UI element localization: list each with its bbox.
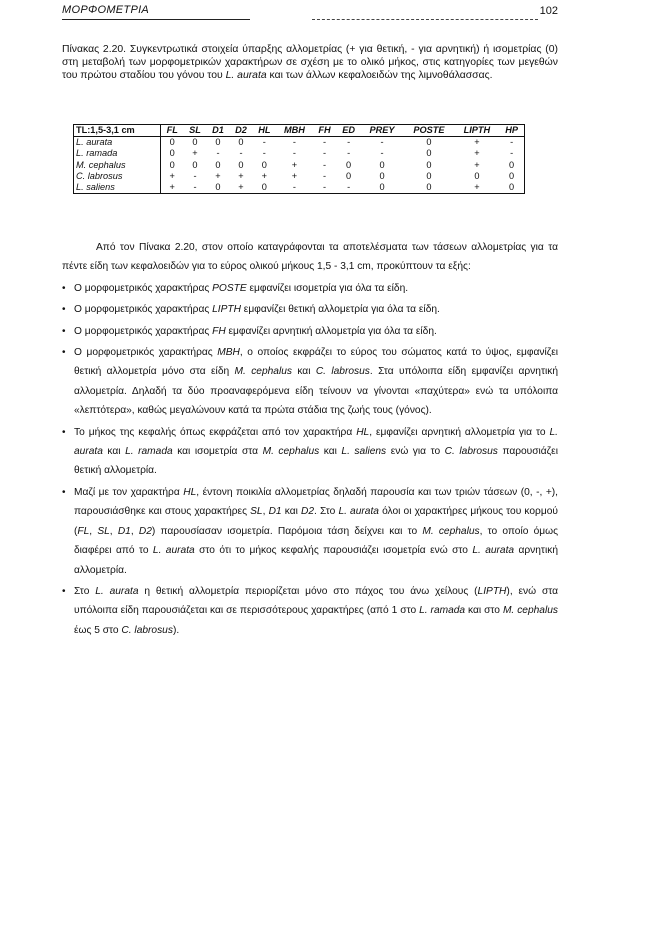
column-header: FL	[161, 125, 184, 137]
list-item	[62, 343, 558, 421]
text-span: ,	[89, 525, 98, 537]
species-name: L. aurata	[152, 545, 195, 557]
text-span: Ο μορφομετρικός χαρακτήρας	[74, 282, 213, 294]
text-span: εμφανίζει αρνητική αλλομετρία για όλα τα είδη.	[225, 325, 437, 337]
table-cell: 0	[379, 170, 385, 181]
caption-label: Πίνακας 2.20.	[62, 44, 127, 55]
text-span: και ισομετρία στα	[172, 446, 263, 458]
bullet-icon: •	[62, 347, 66, 359]
text-span: Ο μορφομετρικός χαρακτήρας	[74, 325, 213, 337]
table-cell: 0	[403, 182, 454, 194]
text-span: όλοι οι χαρακτήρες μήκους του κορμού (	[74, 506, 558, 537]
table-cell: 0	[426, 170, 432, 181]
table-cell: 0	[361, 182, 403, 194]
table-cell: -	[193, 170, 197, 181]
table-cell: -	[183, 182, 206, 194]
character-code: FL	[77, 525, 90, 537]
table-cell: -	[380, 148, 384, 159]
table-cell: +	[291, 170, 298, 181]
table-cell: +	[161, 182, 184, 194]
table-cell: -	[336, 182, 360, 194]
table-cell: -	[347, 148, 351, 159]
character-code: HL	[356, 426, 370, 438]
species-cell: L. saliens	[74, 182, 161, 194]
column-header: D2	[229, 125, 252, 137]
table-cell: -	[322, 148, 327, 159]
text-span: παρουσιάζει θετική αλλομετρία.	[74, 446, 558, 477]
column-header: PREY	[361, 125, 403, 137]
table-cell: 0	[206, 182, 229, 194]
table-cell: +	[291, 159, 298, 170]
character-code: MBH	[217, 347, 240, 359]
column-header: LIPTH	[455, 125, 500, 137]
body-text	[62, 238, 558, 642]
text-span: ).	[172, 624, 180, 636]
table-cell: 0	[238, 159, 244, 170]
species-name: L. ramada	[419, 605, 466, 617]
species-name: L. aurata	[95, 585, 139, 597]
text-span: . Στο	[314, 506, 339, 518]
bullet-icon: •	[62, 486, 66, 498]
species-name: C. labrosus	[315, 366, 370, 378]
text-span: Ο μορφομετρικός χαρακτήρας	[74, 304, 213, 316]
table-header-row	[74, 125, 525, 137]
table-cell: 0	[499, 171, 524, 182]
table-cell: 0	[215, 159, 221, 170]
bullet-icon: •	[62, 325, 66, 337]
column-header: POSTE	[403, 125, 454, 137]
character-code: LIPTH	[477, 585, 507, 597]
text-span: και	[102, 446, 126, 458]
text-span: Ο μορφομετρικός χαρακτήρας	[74, 347, 218, 359]
text-span: , το οποίο όμως διαφέρει από το	[74, 525, 558, 557]
text-span: έως 5 στο	[74, 624, 122, 636]
table-cell: -	[347, 137, 351, 148]
species-name: C. labrosus	[444, 446, 498, 458]
table-cell: 0	[192, 159, 198, 170]
table-cell: +	[229, 182, 252, 194]
text-span: Στο	[74, 585, 96, 597]
species-name: M. cephalus	[502, 605, 558, 617]
text-span: στο ότι το μήκος κεφαλής παρουσιάζει ισομετρία ενώ στο	[194, 545, 473, 557]
list-item	[62, 423, 558, 481]
table-cell: +	[474, 148, 480, 159]
text-span: ,	[109, 525, 118, 537]
text-span: , ο οποίος εκφράζει το εύρος του σώματος κατά το ύψος, εμφανίζει θετική αλλομετρία μόνο στα είδη	[74, 347, 559, 378]
species-name: L. aurata	[338, 506, 379, 518]
column-header: MBH	[276, 125, 312, 137]
character-code: D1	[268, 506, 282, 518]
table-cell: +	[169, 170, 175, 181]
list-item	[62, 300, 558, 319]
table-corner-cell: TL:1,5-3,1 cm	[74, 125, 161, 137]
table-row	[74, 160, 525, 171]
column-header: FH	[313, 125, 337, 137]
list-item	[62, 582, 558, 640]
text-span: αρνητική αλλομετρία.	[74, 545, 558, 576]
table-cell: 0	[346, 170, 352, 181]
caption-text: Συγκεντρωτικά στοιχεία ύπαρξης αλλομετρίας (+ για θετική, - για αρνητική) ή ισομετρίας (0) στη μεταβολή των μορφομετρικών χαρακτήρων σε σχέση με το ολικό μήκος, στις κατηγορίες των μεγεθών του πρώτου σταδίου του γόνου του	[62, 44, 558, 81]
species-name: L. aurata	[472, 545, 515, 557]
table-cell: 0	[346, 159, 352, 170]
table-cell: -	[322, 159, 327, 170]
character-code: HL	[183, 486, 197, 498]
species-name: M. cephalus	[422, 525, 480, 537]
table-cell: 0	[238, 137, 244, 148]
table-row	[74, 182, 525, 194]
table-cell: +	[192, 148, 198, 159]
table-cell: 0	[426, 148, 432, 159]
character-code: FH	[212, 325, 226, 337]
bullet-icon: •	[62, 585, 66, 597]
text-span: Μαζί με τον χαρακτήρα	[74, 486, 184, 498]
text-span: ενώ για το	[386, 446, 445, 458]
species-name: L. aurata	[74, 426, 558, 458]
table-cell: -	[322, 137, 327, 148]
list-item	[62, 483, 558, 580]
running-header	[62, 4, 558, 22]
text-span: η θετική αλλομετρία περιορίζεται μόνο στο πάχος του άνω χείλους (	[138, 585, 478, 597]
text-span: εμφανίζει ισομετρία για όλα τα είδη.	[246, 282, 409, 294]
bullet-icon: •	[62, 426, 66, 438]
list-item	[62, 279, 558, 298]
character-code: D1	[117, 525, 131, 537]
table-cell: 0	[192, 137, 198, 148]
table-row	[74, 137, 525, 149]
header-rule	[62, 19, 250, 20]
table-row	[74, 171, 525, 182]
page-number: 102	[539, 5, 558, 17]
text-span: , εμφανίζει αρνητική αλλομετρία για το	[369, 426, 550, 438]
text-span: ,	[262, 506, 269, 518]
table-cell: -	[239, 148, 243, 159]
table-caption	[62, 44, 558, 82]
table-cell: -	[216, 148, 220, 159]
table-cell: -	[292, 137, 296, 148]
table-row	[74, 148, 525, 159]
table-cell: 0	[379, 159, 385, 170]
text-span: ), ενώ στα υπόλοιπα είδη παρουσιάζεται και σε περισσότερους χαρακτήρες (από 1 στο	[74, 585, 559, 617]
table-cell: 0	[252, 182, 276, 194]
text-span: και	[291, 366, 316, 378]
species-name: L. ramada	[125, 446, 173, 458]
table-cell: -	[313, 182, 337, 194]
species-cell: M. cephalus	[74, 160, 161, 171]
text-span: και	[319, 446, 342, 458]
species-name: C. labrosus	[121, 624, 173, 636]
text-span: και στο	[465, 605, 503, 617]
table-cell: +	[474, 137, 480, 148]
table-cell: 0	[499, 160, 524, 171]
table-cell: 0	[169, 148, 175, 159]
species-name: M. cephalus	[234, 366, 292, 378]
column-header: D1	[206, 125, 229, 137]
caption-species: L. aurata	[225, 69, 267, 81]
species-name: M. cephalus	[262, 446, 320, 458]
text-span: , έντονη ποικιλία αλλομετρίας δηλαδή παρουσία και των τριών τάσεων (0, -, +), παρουσιάσθηκε και στους χαρακτήρες	[74, 486, 558, 518]
species-name: L. saliens	[341, 446, 387, 458]
text-span: ,	[130, 525, 139, 537]
caption-text-end: και των άλλων κεφαλοειδών της λιμνοθάλασσας.	[266, 69, 493, 81]
character-code: D2	[138, 525, 152, 537]
character-code: SL	[97, 525, 110, 537]
species-cell: C. labrosus	[74, 171, 161, 182]
table-cell: -	[262, 148, 266, 159]
column-header: ED	[336, 125, 360, 137]
table-cell: 0	[169, 159, 175, 170]
table-cell: 0	[426, 159, 432, 170]
table-cell: 0	[169, 137, 175, 148]
character-code: LIPTH	[212, 304, 241, 316]
table-cell: -	[499, 148, 524, 159]
text-span: και	[281, 506, 301, 518]
table-cell: -	[499, 137, 524, 149]
bullet-icon: •	[62, 304, 66, 316]
text-span: . Στα υπόλοιπα είδη εμφανίζει αρνητική αλλομετρία. Δηλαδή τα δύο προαναφερόμενα είδη τείνουν να γίνονται «παχύτερα» ενώ τα υπόλοιπα «λεπτότερα», καθώς μεγαλώνουν κατά τα πρώτα στάδια της ζωής τους (γόνος).	[74, 366, 558, 417]
species-cell: L. aurata	[74, 137, 161, 149]
text-span: ) παρουσίασαν ισομετρία. Παρόμοια τάση δείχνει και το	[151, 525, 423, 537]
table-cell: 0	[474, 170, 480, 181]
table-cell: -	[262, 137, 266, 148]
table-cell: 0	[215, 137, 221, 148]
character-code: D2	[300, 506, 314, 518]
intro-paragraph: Από τον Πίνακα 2.20, στον οποίο καταγράφονται τα αποτελέσματα των τάσεων αλλομετρίας για τα πέντε είδη των κεφαλοειδών για το εύρος ολικού μήκους 1,5 - 3,1 cm, προκύπτουν τα εξής:	[62, 242, 558, 273]
table-cell: -	[380, 137, 384, 148]
list-item	[62, 322, 558, 341]
bullet-icon: •	[62, 282, 66, 294]
table-cell: +	[215, 170, 221, 181]
table-cell: 0	[261, 159, 267, 170]
table-cell: +	[455, 182, 500, 194]
findings-list	[62, 279, 558, 640]
column-header: HP	[499, 125, 524, 137]
column-header: SL	[183, 125, 206, 137]
table-cell: +	[238, 170, 244, 181]
table-cell: -	[322, 170, 327, 181]
table-cell: 0	[499, 182, 524, 194]
text-span: Το μήκος της κεφαλής όπως εκφράζεται από τον χαρακτήρα	[74, 426, 357, 438]
column-header: HL	[252, 125, 276, 137]
table-cell: -	[292, 148, 296, 159]
allometry-table	[73, 124, 525, 194]
character-code: SL	[250, 506, 263, 518]
table-cell: +	[474, 159, 480, 170]
table-cell: -	[276, 182, 312, 194]
running-title: ΜΟΡΦΟΜΕΤΡΙΑ	[62, 4, 150, 16]
text-span: εμφανίζει θετική αλλομετρία για όλα τα είδη.	[240, 304, 440, 316]
table-cell: +	[261, 170, 268, 181]
character-code: POSTE	[212, 282, 247, 294]
table-cell: 0	[426, 137, 432, 148]
header-rule-dashed	[312, 19, 538, 20]
species-cell: L. ramada	[74, 148, 161, 159]
